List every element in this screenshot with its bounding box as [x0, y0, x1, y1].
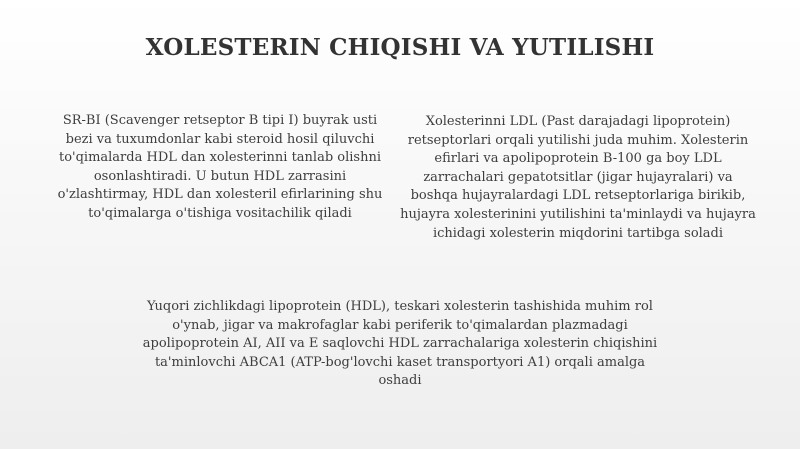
text-block-ldl: Xolesterinni LDL (Past darajadagi lipoprotein) retseptorlari orqali yutilishi juda muhim. Xolesterin efirlari va apolipoprotein B-100 ga boy LDL zarrachalari gepatotsitlar (jigar hujayralari) va boshqa hujayralardagi LDL retseptorlariga birikib, hujayra xolesterinini yutilishini ta'minlaydi va hujayra ichidagi xolesterin miqdorini tartibga soladi: [400, 114, 756, 241]
slide-title: XOLESTERIN CHIQISHI VA YUTILISHI: [145, 34, 655, 61]
text-block-hdl: Yuqori zichlikdagi lipoprotein (HDL), teskari xolesterin tashishida muhim rol o'ynab, jigar va makrofaglar kabi periferik to'qimalardan plazmadagi apolipoprotein AI, AII va E saqlovchi HDL zarrachalariga xolesterin chiqishini ta'minlovchi ABCA1 (ATP-bog'lovchi kaset transportyori A1) orqali amalga oshadi: [142, 299, 658, 389]
text-block-sr-bi: SR-BI (Scavenger retseptor B tipi I) buyrak usti bezi va tuxumdonlar kabi steroid hosil qiluvchi to'qimalarda HDL dan xolesterinni tanlab olishni osonlashtiradi. U butun HDL zarrasini o'zlashtirmay, HDL dan xolesteril efirlarining shu to'qimalarga o'tishiga vositachilik qiladi: [57, 113, 383, 221]
